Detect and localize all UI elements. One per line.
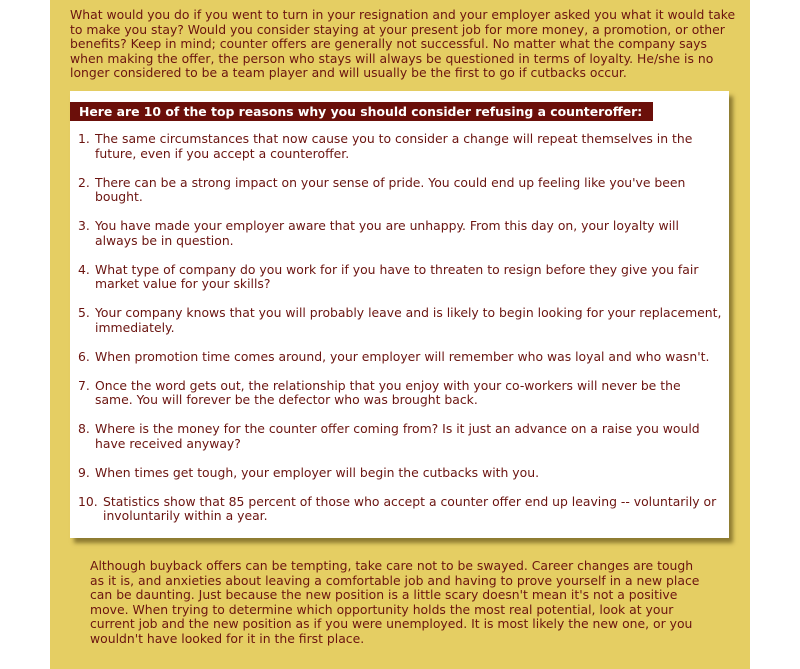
reason-text: The same circumstances that now cause you to consider a change will repeat themselves in the future, even if you accept a counteroffer. bbox=[95, 131, 693, 161]
reason-item bbox=[78, 350, 722, 365]
reason-item bbox=[78, 379, 722, 408]
reason-number: 9. bbox=[78, 464, 90, 480]
reason-text: Once the word gets out, the relationship that you enjoy with your co-workers will never be the same. You will forever be the defector who was brought back. bbox=[95, 377, 681, 407]
reason-text: Statistics show that 85 percent of those who accept a counter offer end up leaving -- voluntarily or involuntarily within a year. bbox=[103, 493, 717, 523]
reason-item bbox=[78, 219, 722, 248]
reason-text: There can be a strong impact on your sense of pride. You could end up feeling like you've been bought. bbox=[95, 174, 686, 204]
reason-item bbox=[78, 263, 722, 292]
reason-number: 10. bbox=[78, 493, 98, 509]
reason-item bbox=[78, 466, 722, 481]
reason-text: You have made your employer aware that you are unhappy. From this day on, your loyalty will always be in question. bbox=[95, 218, 679, 248]
reason-item bbox=[78, 422, 722, 451]
reason-text: Where is the money for the counter offer coming from? Is it just an advance on a raise you would have received anyway? bbox=[95, 421, 700, 451]
reason-number: 8. bbox=[78, 421, 90, 436]
reason-number: 4. bbox=[78, 261, 90, 277]
reasons-list bbox=[78, 132, 722, 538]
reason-number: 3. bbox=[78, 218, 90, 233]
article-panel bbox=[50, 0, 750, 669]
reason-text: Your company knows that you will probably leave and is likely to begin looking for your replacement, immediately. bbox=[95, 305, 722, 335]
reason-item bbox=[78, 306, 722, 335]
reason-text: When times get tough, your employer will begin the cutbacks with you. bbox=[95, 464, 540, 480]
reason-number: 2. bbox=[78, 174, 90, 190]
reasons-heading: Here are 10 of the top reasons why you should consider refusing a counteroffer: bbox=[70, 102, 653, 121]
reason-item bbox=[78, 132, 722, 161]
reason-number: 7. bbox=[78, 377, 90, 393]
reason-text: When promotion time comes around, your employer will remember who was loyal and who wasn't. bbox=[95, 348, 710, 364]
reasons-card bbox=[70, 91, 729, 538]
closing-paragraph: Although buyback offers can be tempting, take care not to be swayed. Career changes are tough as it is, and anxieties about leaving a comfortable job and having to prove yourself in a new place can be daunting. Just because the new position is a little scary doesn't mean it's not a positive move. When trying to determine which opportunity holds the most real potential, look at your current job and the new position as if you were unemployed. It is most likely the new one, or you wouldn't have looked for it in the first place. bbox=[90, 558, 700, 646]
reason-number: 6. bbox=[78, 348, 90, 364]
reason-text: What type of company do you work for if you have to threaten to resign before they give you fair market value for your skills? bbox=[95, 261, 699, 291]
reason-number: 1. bbox=[78, 131, 90, 146]
reason-number: 5. bbox=[78, 305, 90, 320]
intro-paragraph: What would you do if you went to turn in your resignation and your employer asked you what it would take to make you stay? Would you consider staying at your present job for more money, a promotion, or other benefits? Keep in mind; counter offers are generally not successful. No matter what the company says when making the offer, the person who stays will always be questioned in terms of loyalty. He/she is no longer considered to be a team player and will usually be the first to go if cutbacks occur. bbox=[70, 7, 736, 80]
reason-item bbox=[78, 176, 722, 205]
reason-item bbox=[78, 495, 722, 524]
